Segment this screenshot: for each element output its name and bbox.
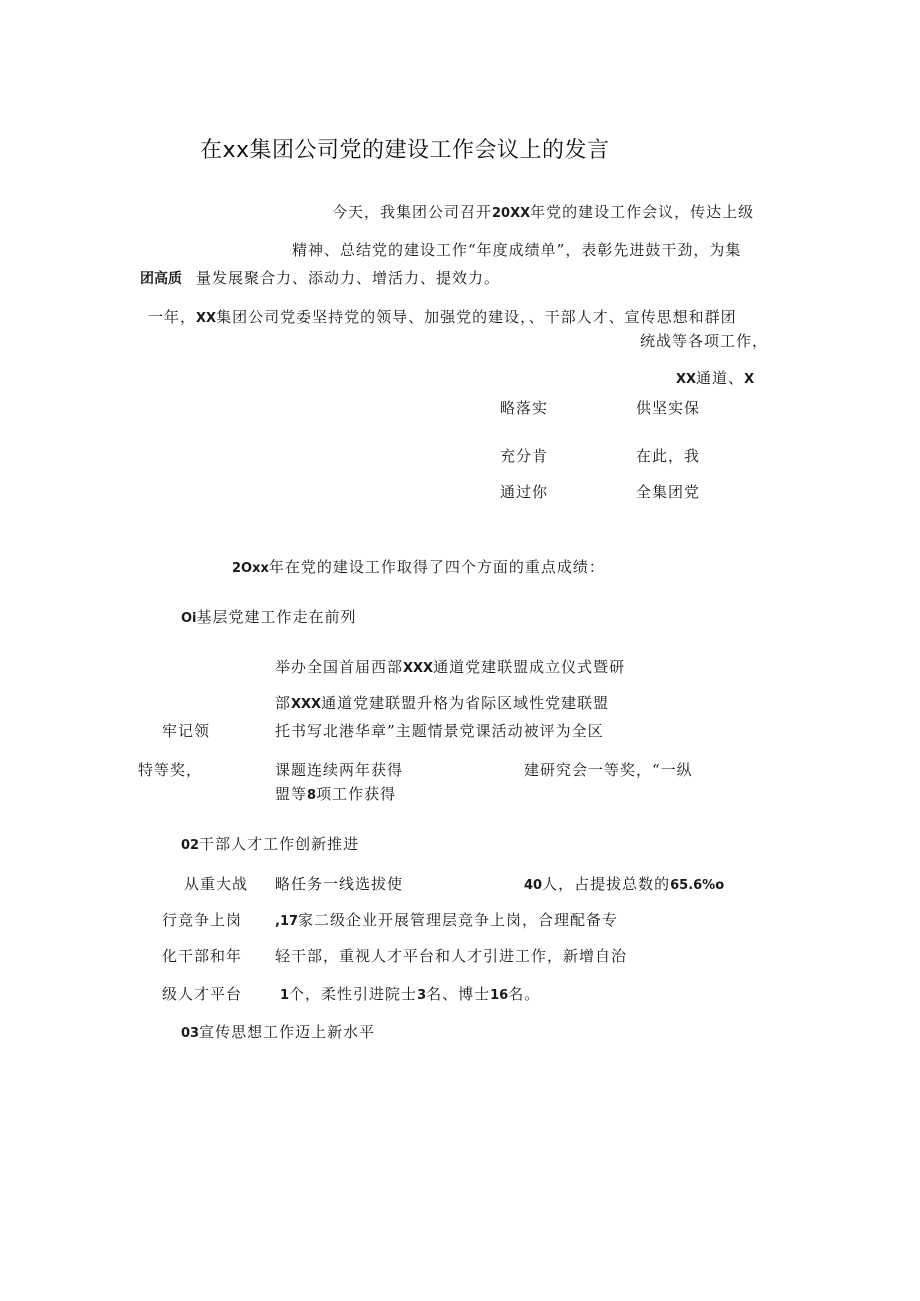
section-number: 03 xyxy=(181,1026,200,1041)
s2-line-1-left: 从重大战 xyxy=(184,875,249,893)
section-title: 基层党建工作走在前列 xyxy=(196,608,357,626)
fragment-right-2: 在此，我 xyxy=(636,447,701,465)
s1-text: 项工作获得 xyxy=(316,785,397,803)
bold-text: 65.6%o xyxy=(670,878,725,893)
s1-text: 盟等 xyxy=(275,785,308,803)
fragment-right-1: 供坚实保 xyxy=(636,399,701,417)
fragment-left-2: 充分肯 xyxy=(500,447,549,465)
bold-text: 3 xyxy=(417,988,427,1003)
bold-text: X xyxy=(744,372,755,387)
fragment-left-3: 通过你 xyxy=(500,483,549,501)
s2-line-2-left: 行竞争上岗 xyxy=(162,911,243,929)
intro-text: 通道、 xyxy=(696,369,745,387)
bold-text: XXX xyxy=(403,661,434,676)
page-title: 在xx集团公司党的建设工作会议上的发言 xyxy=(200,138,610,163)
s2-line-3-left: 化干部和年 xyxy=(162,947,243,965)
bold-text: 团高质 xyxy=(140,271,182,287)
s2-line-2-right xyxy=(275,910,618,932)
s1-text: 通道党建联盟升格为省际区域性党建联盟 xyxy=(321,694,610,712)
s2-text: 人，占提拔总数的 xyxy=(542,875,671,893)
section-1-heading xyxy=(181,607,357,629)
s2-text: 名。 xyxy=(508,985,541,1003)
s1-line-4-left: 特等奖， xyxy=(138,761,203,779)
bold-text: 1 xyxy=(280,988,290,1003)
bold-text: XXX xyxy=(291,697,322,712)
fragment-right-3: 全集团党 xyxy=(636,483,701,501)
intro-text: 集团公司党委坚持党的领导、加强党的建设，、干部人才、宣传思想和群团 xyxy=(216,308,737,326)
intro-text: 一年， xyxy=(148,308,197,326)
section-number: 02 xyxy=(181,838,200,853)
intro-text: 量发展聚合力、添动力、增活力、提效力。 xyxy=(196,269,501,287)
s1-line-4-mid: 课题连续两年获得 xyxy=(275,761,404,779)
s1-line-3-left: 牢记领 xyxy=(162,722,211,740)
bold-text: 16 xyxy=(490,988,509,1003)
intro-line-1 xyxy=(332,202,754,224)
section-2-heading xyxy=(181,834,359,856)
company-abbr: XX xyxy=(196,311,217,326)
s1-text: 举办全国首届西部 xyxy=(275,658,404,676)
intro-line-5: 统战等各项工作， xyxy=(640,332,769,350)
s1-line-1 xyxy=(275,657,625,679)
s1-line-2 xyxy=(275,693,609,715)
intro-line-2: 精神、总结党的建设工作“年度成绩单”，表彰先进鼓干劲，为集 xyxy=(292,241,742,259)
s1-line-4-right: 建研究会一等奖，“一纵 xyxy=(524,761,693,779)
summary-line xyxy=(232,557,605,579)
s2-line-3-right: 轻干部，重视人才平台和人才引进工作，新增自治 xyxy=(275,947,628,965)
s2-line-4-right xyxy=(280,984,540,1006)
section-number: Oi xyxy=(181,611,197,626)
s1-line-5 xyxy=(275,784,396,806)
intro-line-4 xyxy=(148,307,737,329)
section-title: 干部人才工作创新推进 xyxy=(199,835,360,853)
s2-line-4-left: 级人才平台 xyxy=(162,985,243,1003)
intro-text: 年党的建设工作会议，传达上级 xyxy=(530,203,755,221)
bold-text: XX xyxy=(676,372,697,387)
section-3-heading xyxy=(181,1022,375,1044)
s1-line-3-right: 托书写北港华章”主题情景党课活动被评为全区 xyxy=(275,722,604,740)
summary-text: 年在党的建设工作取得了四个方面的重点成绩： xyxy=(268,558,605,576)
intro-line-6 xyxy=(676,368,754,390)
s1-text: 部 xyxy=(275,694,292,712)
year-number: 2Oxx xyxy=(232,561,269,576)
fragment-left-1: 略落实 xyxy=(500,399,549,417)
intro-text: 今天，我集团公司召开 xyxy=(332,203,493,221)
bold-text: ,17 xyxy=(275,914,299,929)
s2-text: 名、博士 xyxy=(426,985,491,1003)
s2-line-1-right xyxy=(524,874,724,896)
s2-text: 个，柔性引进院士 xyxy=(289,985,418,1003)
intro-line-3 xyxy=(140,268,500,289)
s2-line-1-mid: 略任务一线选拔使 xyxy=(275,875,404,893)
s2-text: 家二级企业开展管理层竞争上岗，合理配备专 xyxy=(298,911,619,929)
bold-text: 8 xyxy=(307,788,317,803)
s1-text: 通道党建联盟成立仪式暨研 xyxy=(433,658,626,676)
year-number: 20XX xyxy=(492,206,531,221)
section-title: 宣传思想工作迈上新水平 xyxy=(199,1023,376,1041)
bold-text: 40 xyxy=(524,878,543,893)
